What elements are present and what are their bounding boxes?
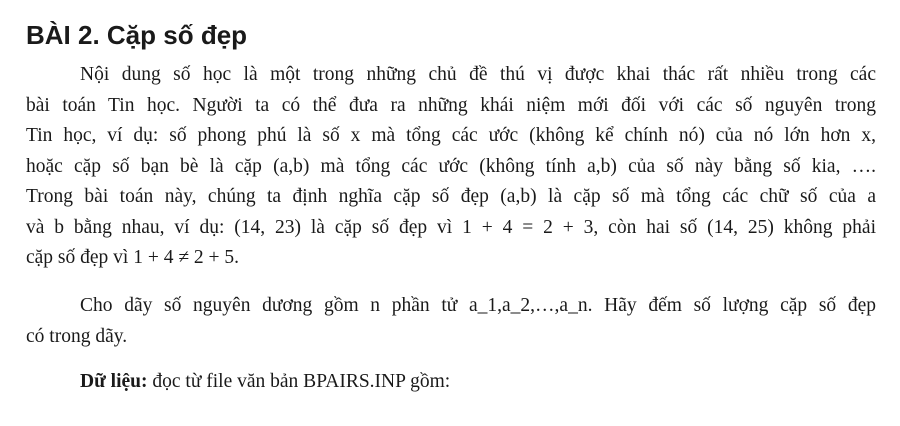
paragraph-task [26, 291, 876, 352]
input-description: đọc từ file văn bản BPAIRS.INP gồm: [147, 371, 451, 392]
paragraph-line: bài toán Tin học. Người ta có thể đưa ra những khái niệm mới đối với các số nguyên trong [26, 94, 876, 116]
paragraph-line: và b bằng nhau, ví dụ: (14, 23) là cặp số đẹp vì 1 + 4 = 2 + 3, còn hai số (14, 25) không phải [26, 216, 876, 238]
paragraph-intro [26, 60, 876, 274]
paragraph-line: Trong bài toán này, chúng ta định nghĩa cặp số đẹp (a,b) là cặp số mà tổng các chữ số của a [26, 186, 876, 207]
paragraph-line: hoặc cặp số bạn bè là cặp (a,b) mà tổng các ước (không tính a,b) của số này bằng số kia, …. [26, 155, 876, 177]
problem-title: BÀI 2. Cặp số đẹp [26, 20, 248, 50]
paragraph-line: Tin học, ví dụ: số phong phú là số x mà tổng các ước (không kể chính nó) của nó lớn hơn x, [26, 125, 876, 146]
paragraph-line: Nội dung số học là một trong những chủ đề thú vị được khai thác rất nhiều trong các [80, 64, 876, 85]
paragraph-line [26, 367, 876, 398]
paragraph-input-spec [26, 367, 876, 398]
paragraph-line: cặp số đẹp vì 1 + 4 ≠ 2 + 5. [26, 247, 240, 268]
input-label: Dữ liệu: [80, 371, 148, 392]
paragraph-line: Cho dãy số nguyên dương gồm n phần tử a_1,a_2,…,a_n. Hãy đếm số lượng cặp số đẹp [80, 295, 876, 316]
paragraph-line: có trong dãy. [26, 325, 128, 347]
